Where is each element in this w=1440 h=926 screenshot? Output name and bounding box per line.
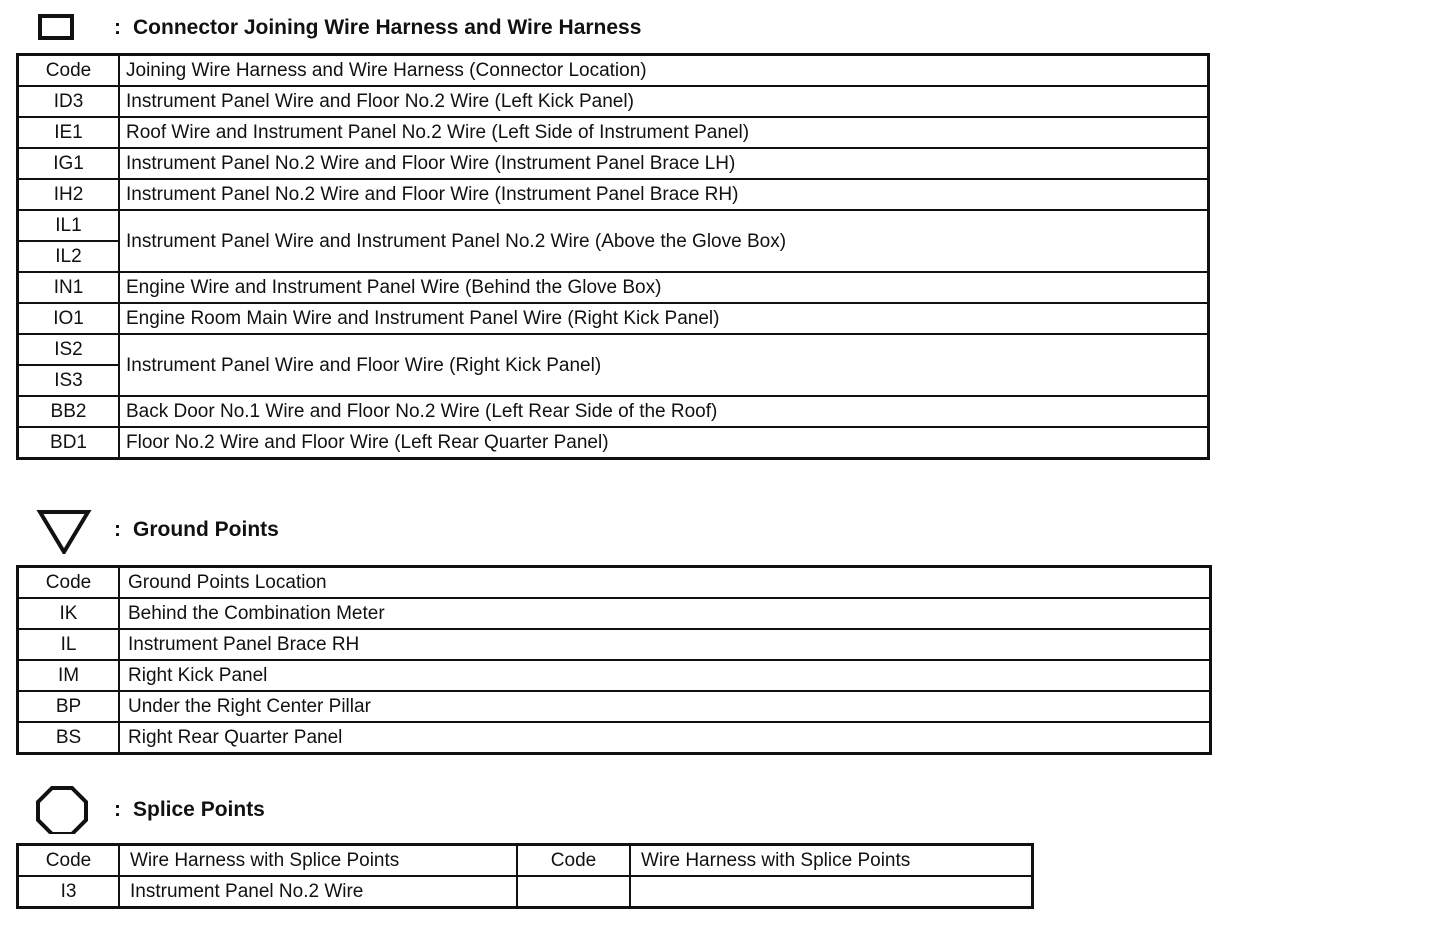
ground-code: BS [18, 722, 120, 754]
ground-heading-colon: : [114, 518, 121, 541]
ground-desc: Right Rear Quarter Panel [119, 722, 1211, 754]
table-row [18, 660, 1211, 691]
connector-desc: Instrument Panel No.2 Wire and Floor Wire (Instrument Panel Brace LH) [119, 148, 1209, 179]
splice-col-code-2: Code [517, 845, 630, 877]
connector-heading-colon: : [114, 16, 121, 39]
connector-code: IE1 [18, 117, 120, 148]
ground-desc: Behind the Combination Meter [119, 598, 1211, 629]
splice-code-2 [517, 876, 630, 908]
splice-col-desc-2: Wire Harness with Splice Points [630, 845, 1033, 877]
connector-desc: Engine Room Main Wire and Instrument Panel Wire (Right Kick Panel) [119, 303, 1209, 334]
connector-code: IL2 [18, 241, 120, 272]
connector-code: IG1 [18, 148, 120, 179]
splice-heading-colon: : [114, 798, 121, 821]
table-row [18, 691, 1211, 722]
connector-code: BB2 [18, 396, 120, 427]
connector-desc: Engine Wire and Instrument Panel Wire (Behind the Glove Box) [119, 272, 1209, 303]
connector-desc: Back Door No.1 Wire and Floor No.2 Wire (Left Rear Side of the Roof) [119, 396, 1209, 427]
table-row [18, 179, 1209, 210]
splice-table [16, 843, 1034, 909]
octagon-outline-icon [36, 786, 92, 834]
connector-desc: Instrument Panel No.2 Wire and Floor Wire (Instrument Panel Brace RH) [119, 179, 1209, 210]
table-row [18, 722, 1211, 754]
splice-section-title: Splice Points [133, 798, 265, 821]
ground-desc: Right Kick Panel [119, 660, 1211, 691]
table-row [18, 427, 1209, 459]
splice-desc: Instrument Panel No.2 Wire [119, 876, 517, 908]
connector-col-desc: Joining Wire Harness and Wire Harness (Connector Location) [119, 55, 1209, 87]
triangle-down-outline-icon [36, 506, 92, 554]
table-row [18, 272, 1209, 303]
splice-code: I3 [18, 876, 120, 908]
connector-section-header [36, 4, 641, 52]
table-row [18, 117, 1209, 148]
connector-desc: Instrument Panel Wire and Floor No.2 Wire (Left Kick Panel) [119, 86, 1209, 117]
ground-col-desc: Ground Points Location [119, 567, 1211, 599]
connector-desc: Floor No.2 Wire and Floor Wire (Left Rear Quarter Panel) [119, 427, 1209, 459]
table-row [18, 396, 1209, 427]
connector-desc: Roof Wire and Instrument Panel No.2 Wire (Left Side of Instrument Panel) [119, 117, 1209, 148]
table-row [18, 210, 1209, 241]
connector-code: IN1 [18, 272, 120, 303]
connector-code: IH2 [18, 179, 120, 210]
connector-desc: Instrument Panel Wire and Instrument Panel No.2 Wire (Above the Glove Box) [119, 210, 1209, 272]
table-row [18, 598, 1211, 629]
connector-code: IS3 [18, 365, 120, 396]
ground-code: BP [18, 691, 120, 722]
connector-table [16, 53, 1210, 460]
ground-code: IK [18, 598, 120, 629]
ground-col-code: Code [18, 567, 120, 599]
connector-section-title: Connector Joining Wire Harness and Wire Harness [133, 16, 642, 39]
ground-desc: Instrument Panel Brace RH [119, 629, 1211, 660]
connector-code: IS2 [18, 334, 120, 365]
ground-section-header [36, 506, 279, 554]
connector-code: BD1 [18, 427, 120, 459]
table-row [18, 86, 1209, 117]
table-row [18, 148, 1209, 179]
table-row [18, 629, 1211, 660]
splice-table-header [18, 845, 1033, 877]
splice-desc-2 [630, 876, 1033, 908]
connector-code: IO1 [18, 303, 120, 334]
connector-code: IL1 [18, 210, 120, 241]
connector-table-header [18, 55, 1209, 87]
connector-desc: Instrument Panel Wire and Floor Wire (Right Kick Panel) [119, 334, 1209, 396]
connector-col-code: Code [18, 55, 120, 87]
splice-col-desc: Wire Harness with Splice Points [119, 845, 517, 877]
ground-table [16, 565, 1212, 755]
ground-code: IM [18, 660, 120, 691]
square-outline-icon [36, 4, 92, 52]
splice-section-header [36, 786, 265, 834]
ground-code: IL [18, 629, 120, 660]
splice-col-code: Code [18, 845, 120, 877]
table-row [18, 334, 1209, 365]
ground-desc: Under the Right Center Pillar [119, 691, 1211, 722]
ground-table-header [18, 567, 1211, 599]
connector-code: ID3 [18, 86, 120, 117]
ground-section-title: Ground Points [133, 518, 279, 541]
table-row [18, 876, 1033, 908]
table-row [18, 303, 1209, 334]
